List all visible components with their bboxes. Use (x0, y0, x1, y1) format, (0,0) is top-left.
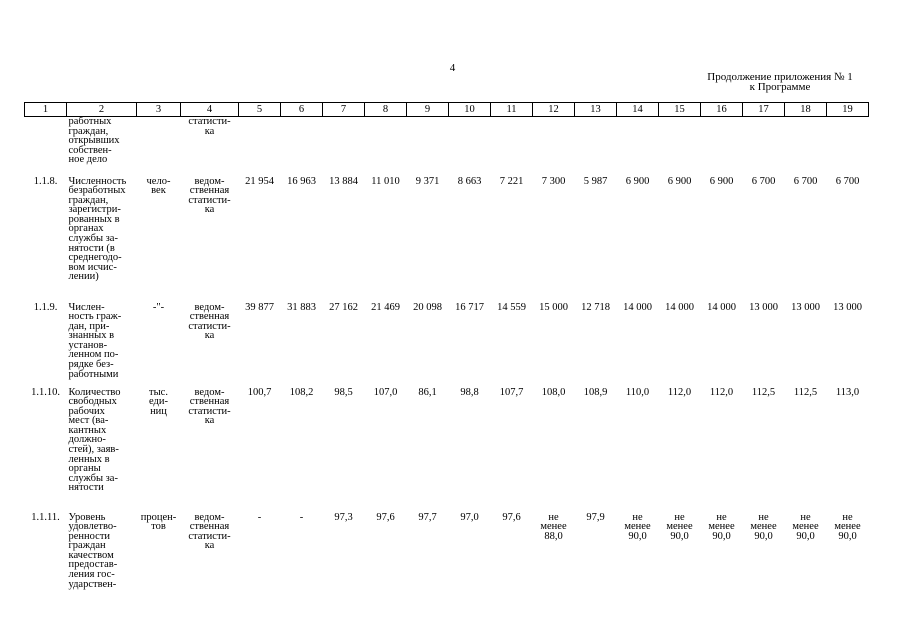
value-cell: 7 221 (499, 175, 524, 187)
column-number-row (25, 103, 869, 117)
row-number: 1.1.8. (33, 175, 58, 187)
indicator-table (24, 102, 869, 603)
indicator-name: Количество свободных рабочих мест (ва- кантных должно- стей), заяв- ленных в органы службы за- нятости (68, 386, 121, 494)
value-cell: 13 000 (791, 301, 820, 313)
column-header: 14 (617, 103, 659, 117)
value-cell: 110,0 (625, 386, 650, 398)
indicator-name: Численность безработных граждан, зарегистри- рованных в органах службы за- нятости (в среднегодо- вом исчис- лении) (68, 175, 127, 283)
value-cell: - (299, 511, 304, 523)
column-header: 4 (181, 103, 239, 117)
value-cell: 86,1 (418, 386, 437, 398)
value-cell: 112,5 (793, 386, 818, 398)
data-source: ведом- ственная статисти- ка (188, 511, 231, 552)
value-cell: 8 663 (457, 175, 482, 187)
value-cell: 15 000 (539, 301, 568, 313)
value-cell: 112,5 (751, 386, 776, 398)
page-number: 4 (449, 62, 456, 74)
column-header: 3 (137, 103, 181, 117)
value-cell: 97,6 (502, 511, 521, 523)
value-cell: 97,9 (586, 511, 605, 523)
value-cell: 21 954 (245, 175, 274, 187)
column-header: 2 (67, 103, 137, 117)
value-cell: 16 963 (287, 175, 316, 187)
column-header: 11 (491, 103, 533, 117)
column-header: 19 (827, 103, 869, 117)
value-cell: 14 000 (623, 301, 652, 313)
unit-of-measure: -"- (152, 301, 165, 313)
value-cell: - (257, 511, 262, 523)
value-cell: 108,2 (289, 386, 314, 398)
value-cell: 97,3 (334, 511, 353, 523)
value-cell: не менее 90,0 (750, 511, 777, 542)
value-cell: 5 987 (583, 175, 608, 187)
column-header: 13 (575, 103, 617, 117)
indicator-name: Уровень удовлетво- ренности граждан качеством предостав- ления гос- ударствен- (68, 511, 118, 590)
value-cell: 27 162 (329, 301, 358, 313)
data-source: ведом- ственная статисти- ка (188, 175, 231, 216)
table-row (25, 303, 869, 388)
value-cell: 97,7 (418, 511, 437, 523)
appendix-line-1: Продолжение приложения № 1 (707, 71, 853, 83)
value-cell: 21 469 (371, 301, 400, 313)
data-source: ведом- ственная статисти- ка (188, 386, 231, 427)
value-cell: 14 000 (665, 301, 694, 313)
table-row (25, 177, 869, 303)
value-cell: не менее 90,0 (624, 511, 651, 542)
value-cell: 98,5 (334, 386, 353, 398)
row-number: 1.1.11. (31, 511, 60, 523)
row-number: 1.1.10. (31, 386, 60, 398)
value-cell: 108,0 (541, 386, 566, 398)
appendix-note (660, 72, 900, 92)
value-cell: 14 000 (707, 301, 736, 313)
value-cell: 112,0 (709, 386, 734, 398)
value-cell: 13 000 (833, 301, 862, 313)
value-cell: 97,0 (460, 511, 479, 523)
table-row (25, 513, 869, 603)
column-header: 16 (701, 103, 743, 117)
row-number: 1.1.9. (33, 301, 58, 313)
column-header: 7 (323, 103, 365, 117)
value-cell: не менее 90,0 (792, 511, 819, 542)
value-cell: 98,8 (460, 386, 479, 398)
column-header: 17 (743, 103, 785, 117)
appendix-line-2: к Программе (749, 81, 811, 93)
unit-of-measure: процен- тов (140, 511, 177, 533)
indicator-name: работных граждан, открывших собствен- ное дело (68, 116, 120, 166)
value-cell: 20 098 (413, 301, 442, 313)
value-cell: не менее 88,0 (540, 511, 567, 542)
value-cell: 16 717 (455, 301, 484, 313)
value-cell: 11 010 (371, 175, 400, 187)
column-header: 8 (365, 103, 407, 117)
value-cell: 14 559 (497, 301, 526, 313)
value-cell: не менее 90,0 (666, 511, 693, 542)
value-cell: 13 884 (329, 175, 358, 187)
value-cell: 108,9 (583, 386, 608, 398)
value-cell: 12 718 (581, 301, 610, 313)
value-cell: 6 700 (835, 175, 860, 187)
column-header: 6 (281, 103, 323, 117)
value-cell: 113,0 (835, 386, 860, 398)
value-cell: 112,0 (667, 386, 692, 398)
column-header: 1 (25, 103, 67, 117)
value-cell: 7 300 (541, 175, 566, 187)
value-cell: не менее 90,0 (708, 511, 735, 542)
value-cell: не менее 90,0 (834, 511, 861, 542)
column-header: 18 (785, 103, 827, 117)
value-cell: 97,6 (376, 511, 395, 523)
value-cell: 9 371 (415, 175, 440, 187)
table-row (25, 388, 869, 513)
value-cell: 39 877 (245, 301, 274, 313)
column-header: 15 (659, 103, 701, 117)
value-cell: 6 700 (751, 175, 776, 187)
value-cell: 6 900 (709, 175, 734, 187)
value-cell: 107,0 (373, 386, 398, 398)
column-header: 9 (407, 103, 449, 117)
value-cell: 100,7 (247, 386, 272, 398)
continuation-row (25, 117, 869, 177)
value-cell: 31 883 (287, 301, 316, 313)
data-source: ведом- ственная статисти- ка (188, 301, 231, 342)
column-header: 10 (449, 103, 491, 117)
value-cell: 6 900 (667, 175, 692, 187)
indicator-name: Числен- ность граж- дан, при- знанных в установ- ленном по- рядке без- работными (68, 301, 122, 380)
data-source: статисти- ка (188, 116, 231, 137)
value-cell: 6 900 (625, 175, 650, 187)
value-cell: 107,7 (499, 386, 524, 398)
unit-of-measure: чело- век (146, 175, 171, 197)
column-header: 12 (533, 103, 575, 117)
column-header: 5 (239, 103, 281, 117)
value-cell: 6 700 (793, 175, 818, 187)
value-cell: 13 000 (749, 301, 778, 313)
unit-of-measure: тыс. еди- ниц (149, 386, 168, 417)
